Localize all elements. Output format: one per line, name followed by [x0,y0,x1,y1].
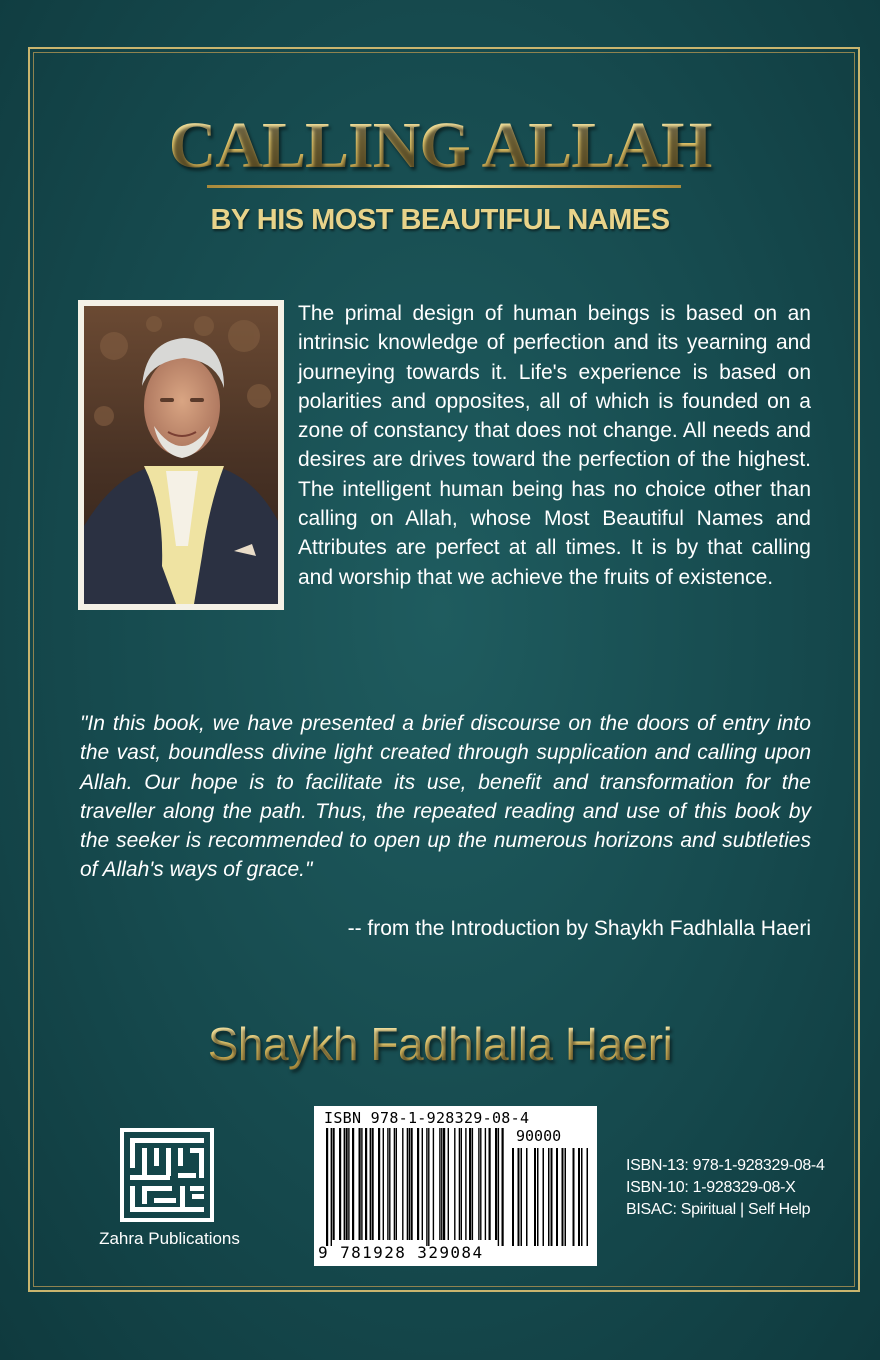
barcode-bar [370,1128,371,1240]
book-title: CALLING ALLAH [0,108,880,184]
barcode-bar [344,1128,345,1240]
barcode-bar [480,1128,481,1240]
barcode-bar [495,1128,497,1240]
author-name: Shaykh Fadhlalla Haeri [0,1017,880,1071]
barcode-price-code: 90000 [516,1127,562,1145]
bisac-category: BISAC: Spiritual | Self Help [626,1201,811,1218]
isbn-details [626,1155,825,1221]
photo-text-wrap [80,299,298,621]
barcode-bar [465,1128,466,1240]
barcode-bar [426,1128,427,1246]
barcode-addon-bar [581,1148,583,1246]
barcode-isbn-label: ISBN 978-1-928329-08-4 [324,1109,530,1127]
inner-gold-frame [33,52,855,1287]
barcode-bar [433,1128,434,1240]
barcode-bar [394,1128,395,1240]
barcode-bars [314,1106,597,1266]
barcode-addon-bar [562,1148,564,1246]
barcode-bar [346,1128,348,1240]
barcode-addon-bar [521,1148,523,1246]
isbn-10: ISBN-10: 1-928329-08-X [626,1179,796,1196]
barcode-bar [407,1128,408,1240]
barcode-bar [326,1128,328,1246]
publisher-name: Zahra Publications [99,1229,240,1248]
barcode-bar [485,1128,486,1240]
isbn-13: ISBN-13: 978-1-928329-08-4 [626,1157,825,1174]
barcode-bar [489,1128,491,1240]
barcode-bar [352,1128,354,1240]
barcode-bar [422,1128,423,1240]
barcode-bar [428,1128,429,1246]
barcode-addon-bar [587,1148,589,1246]
barcode-addon-bar [518,1148,520,1246]
quote-attribution: -- from the Introduction by Shaykh Fadhlalla Haeri [347,917,811,940]
barcode-bar [502,1128,504,1246]
barcode-bar [378,1128,380,1240]
barcode-bar [417,1128,419,1240]
barcode-addon-bar [543,1148,545,1246]
barcode-bar [478,1128,479,1240]
barcode-bar [402,1128,403,1240]
barcode-bar [339,1128,341,1240]
barcode-bar [472,1128,473,1240]
barcode-bar [498,1128,499,1246]
barcode-ean-digits: 9 781928 329084 [318,1243,484,1262]
barcode-bar [333,1128,335,1240]
barcode-bar [361,1128,362,1240]
barcode-addon-bar [512,1148,514,1246]
isbn-barcode [314,1106,597,1266]
barcode-addon-bar [537,1148,539,1246]
barcode-addon-bar [578,1148,580,1246]
barcode-bar [409,1128,410,1240]
barcode-bar [459,1128,460,1240]
barcode-addon-bar [548,1148,550,1246]
barcode-addon-bar [573,1148,575,1246]
barcode-bar [389,1128,390,1240]
description-text: The primal design of human beings is based on an intrinsic knowledge of perfection and its yearning and journeying towards it. Life's experience is based on polarities and opposites, all of which is founded on a zone of constancy that does not change. All needs and desires are drives toward the perfection of the highest. The intelligent human being has no choice other than calling on Allah, whose Most Beautiful Names and Attributes are perfect at all times. It is by that calling and worship that we achieve the fruits of existence. [298,302,811,589]
barcode-bar [383,1128,384,1240]
book-subtitle: BY HIS MOST BEAUTIFUL NAMES [210,204,670,236]
barcode-bar [443,1128,445,1240]
barcode-addon-bar [565,1148,567,1246]
barcode-addon-bar [556,1148,558,1246]
barcode-bar [461,1128,462,1240]
barcode-addon-bar [534,1148,536,1246]
barcode-bar [469,1128,471,1240]
barcode-bar [387,1128,388,1240]
title-divider [207,185,681,188]
barcode-bar [365,1128,367,1240]
barcode-bar [441,1128,442,1240]
barcode-addon-bar [526,1148,528,1246]
barcode-bar [454,1128,455,1240]
barcode-bar [411,1128,413,1240]
barcode-bar [359,1128,361,1240]
barcode-addon-bar [551,1148,553,1246]
barcode-bar [439,1128,440,1240]
publisher-logo-icon [120,1128,214,1222]
introduction-quote: "In this book, we have presented a brief discourse on the doors of entry into the vast, boundless divine light created through supplication and calling upon Allah. Our hope is to facilitate its use, benefit and transformation for the traveller along the path. Thus, the repeated reading and use of this book by the seeker is recommended to open up the numerous horizons and subtleties of Allah's ways of grace." [80,712,811,882]
book-description [80,299,811,621]
barcode-bar [448,1128,449,1240]
barcode-bar [372,1128,374,1240]
barcode-bar [396,1128,397,1240]
barcode-bar [348,1128,349,1240]
barcode-bar [331,1128,332,1246]
